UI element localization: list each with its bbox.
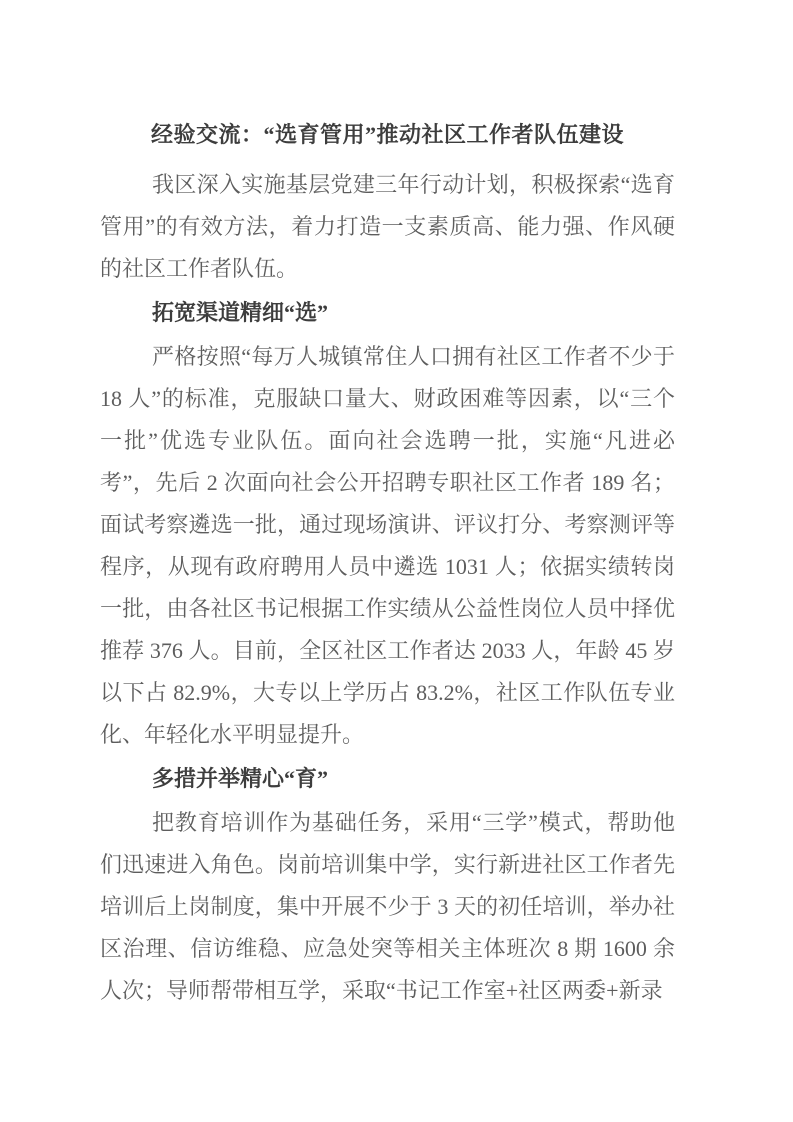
section-paragraph-select: 严格按照“每万人城镇常住人口拥有社区工作者不少于 18 人”的标准，克服缺口量大、财政困难等因素，以“三个一批”优选专业队伍。面向社会选聘一批，实施“凡进必考”，先后 2 次面向社会公开招聘专职社区工作者 189 名；面试考察遴选一批，通过现场演讲、评议打分、考察测评等程序，从现有政府聘用人员中遴选 1031 人；依据实绩转岗一批，由各社区书记根据工作实绩从公益性岗位人员中择优推荐 376 人。目前，全区社区工作者达 2033 人，年龄 45 岁以下占 82.9%，大专以上学历占 83.2%，社区工作队伍专业化、年轻化水平明显提升。 — [100, 344, 675, 747]
section-heading-select: 拓宽渠道精细“选” — [152, 300, 329, 325]
section-heading-cultivate: 多措并举精心“育” — [152, 766, 329, 791]
document-title: 经验交流：“选育管用”推动社区工作者队伍建设 — [150, 122, 624, 147]
section-paragraph-cultivate: 把教育培训作为基础任务，采用“三学”模式，帮助他们迅速进入角色。岗前培训集中学，实行新进社区工作者先培训后上岗制度，集中开展不少于 3 天的初任培训，举办社区治理、信访维稳、应急处突等相关主体班次 8 期 1600 余人次；导师帮带相互学，采取“书记工作室+社区两委+新录 — [100, 810, 675, 1003]
intro-paragraph: 我区深入实施基层党建三年行动计划，积极探索“选育管用”的有效方法，着力打造一支素质高、能力强、作风硬的社区工作者队伍。 — [100, 172, 675, 281]
